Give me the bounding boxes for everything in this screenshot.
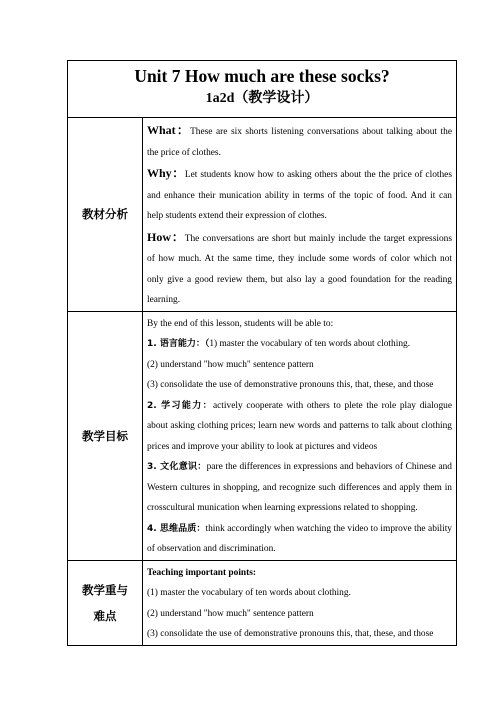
what-paragraph [147, 120, 452, 163]
goal-item-3-label: 3. 文化意识： [147, 462, 207, 472]
goal-item-4-text: think accordingly when watching the video to improve the ability of observation and discrimination. [147, 523, 452, 554]
key-points-heading: Teaching important points: [147, 567, 257, 578]
goals-intro: By the end of this lesson, students will be able to: [147, 318, 334, 329]
goal-item-1-text: 1) master the vocabulary of ten words about clothing. [209, 339, 411, 349]
why-heading: Why： [147, 166, 185, 180]
goal-item-2-label: 2. 学习能力： [147, 400, 213, 411]
title-cell [68, 61, 457, 118]
lesson-plan-table [67, 60, 457, 646]
how-paragraph [147, 227, 452, 311]
goal-item-2 [147, 396, 452, 458]
why-text: Let students know how to asking others about the the price of clothes and enhance their munication ability in terms of the topic of food. And it can help students extend their expression of clothes. [147, 170, 452, 221]
goal-item-3-text: pare the differences in expressions and behaviors of Chinese and Western cultures in shopping, and recognize such differences and apply them in crosscultural munication when learning expressions related to shopping. [147, 462, 452, 513]
goals-content [143, 311, 457, 560]
title-row [68, 61, 457, 118]
key-point-1: (1) master the vocabulary of ten words about clothing. [147, 588, 351, 598]
why-paragraph [147, 163, 452, 227]
goal-item-1 [147, 334, 452, 355]
analysis-label: 教材分析 [68, 118, 143, 312]
key-point-2: (2) understand "how much" sentence pattern [147, 608, 314, 619]
key-point-3: (3) consolidate the use of demonstrative pronouns this, that, these, and those [147, 629, 434, 639]
goal-item-4 [147, 519, 452, 560]
goal-item-2-text: actively cooperate with others to plete the role play dialogue about asking clothing prices; learn new words and patterns to talk about clothing prices and improve your ability to look at pictures and videos [147, 400, 452, 452]
key-points-label [68, 560, 143, 645]
how-text: The conversations are short but mainly include the target expressions of how much. At the same time, they include some words of color which not only give a good review them, but also lay a good foundation for the reading learning. [147, 233, 452, 305]
goal-item-4-label: 4. 思维品质： [147, 523, 206, 534]
goal-item-1-label: 1. 语言能力：（ [147, 339, 210, 349]
key-points-label-line-2: 难点 [93, 608, 117, 623]
document-subtitle: 1a2d（教学设计） [205, 91, 319, 106]
goals-label: 教学目标 [68, 311, 143, 560]
key-points-row [68, 560, 457, 645]
key-points-label-line-1: 教学重与 [82, 582, 128, 597]
how-heading: How： [147, 229, 185, 244]
key-points-content [143, 560, 457, 645]
goals-row [68, 311, 457, 560]
goal-item-1-line-3: (3) consolidate the use of demonstrative pronouns this, that, these, and those [147, 380, 434, 390]
goal-item-1-line-2: (2) understand "how much" sentence pattern [147, 359, 314, 370]
analysis-row [68, 118, 457, 312]
goal-item-3 [147, 457, 452, 519]
what-text: These are six shorts listening conversations about talking about the the price of clothes. [147, 127, 453, 158]
what-heading: What： [147, 123, 191, 137]
document-title: Unit 7 How much are these socks? [134, 66, 390, 86]
analysis-content [143, 118, 457, 312]
